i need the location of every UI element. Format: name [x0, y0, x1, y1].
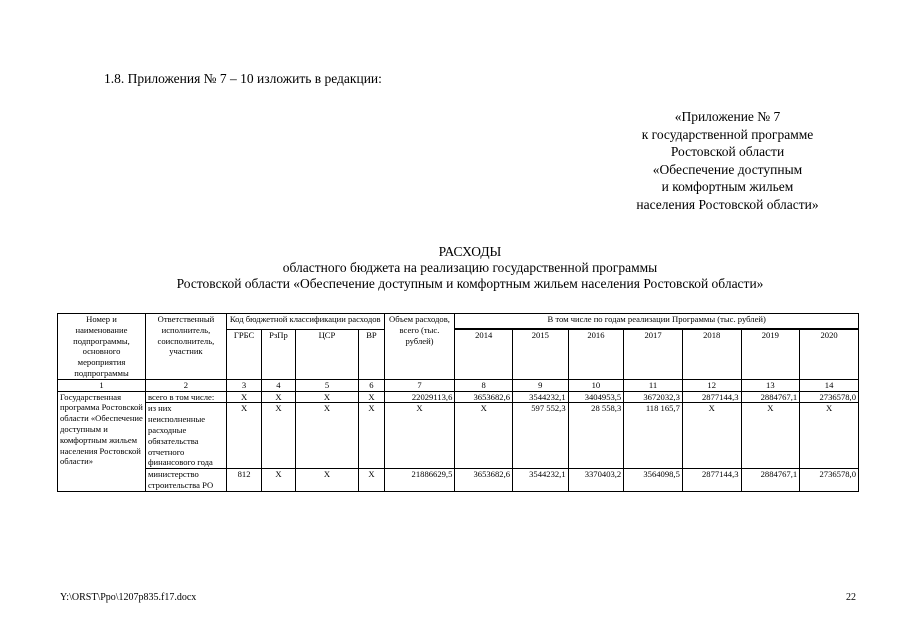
column-number: 8 [455, 379, 513, 391]
column-number: 7 [384, 379, 455, 391]
year-value-cell: 118 165,7 [624, 403, 683, 469]
appendix-heading [600, 108, 855, 213]
vr-cell: X [359, 391, 384, 403]
vr-cell: X [359, 403, 384, 469]
year-value-cell: X [741, 403, 800, 469]
title-line: Ростовской области «Обеспечение доступным и комфортным жильем населения Ростовской области» [176, 276, 764, 291]
column-number: 1 [58, 379, 146, 391]
document-title [90, 244, 850, 292]
executor-cell: из них неисполненные расходные обязательства отчетного финансового года [145, 403, 226, 469]
header-year: 2017 [624, 329, 683, 379]
table-row [58, 403, 859, 469]
column-number: 6 [359, 379, 384, 391]
total-cell: 21886629,5 [384, 469, 455, 492]
appendix-line: «Обеспечение доступным [652, 161, 803, 177]
executor-cell: всего в том числе: [145, 391, 226, 403]
grbs-cell: 812 [226, 469, 261, 492]
year-value-cell: 2877144,3 [682, 391, 741, 403]
appendix-line: Ростовской области [670, 144, 785, 159]
year-value-cell: 3653682,6 [455, 469, 513, 492]
year-value-cell: 3404953,5 [568, 391, 624, 403]
column-number: 5 [295, 379, 359, 391]
year-value-cell: 2884767,1 [741, 391, 800, 403]
header-total-volume: Объем расходов, всего (тыс. рублей) [384, 314, 455, 380]
column-number: 14 [800, 379, 859, 391]
column-number: 10 [568, 379, 624, 391]
table-row [58, 469, 859, 492]
year-value-cell: 3653682,6 [455, 391, 513, 403]
header-year: 2015 [513, 329, 569, 379]
header-year: 2020 [800, 329, 859, 379]
expenses-table [57, 313, 859, 492]
header-budget-code: Код бюджетной классификации расходов [226, 314, 384, 330]
total-cell: 22029113,6 [384, 391, 455, 403]
rzpr-cell: X [262, 391, 295, 403]
year-value-cell: 597 552,3 [513, 403, 569, 469]
appendix-line: к государственной программе [641, 126, 814, 142]
appendix-line: населения Ростовской области» [636, 196, 819, 212]
title-line: РАСХОДЫ [438, 244, 502, 259]
footer-page-number: 22 [846, 592, 856, 603]
grbs-cell: X [226, 391, 261, 403]
header-row [58, 314, 859, 329]
header-year: 2016 [568, 329, 624, 379]
vr-cell: X [359, 469, 384, 492]
appendix-line: «Приложение № 7 [674, 109, 781, 124]
year-value-cell: X [800, 403, 859, 469]
column-number: 4 [262, 379, 295, 391]
program-name-cell: Государственная программа Ростовской области «Обеспечение доступным и комфортным жильем населения Ростовской области» [58, 391, 146, 491]
csr-cell: X [295, 403, 359, 469]
grbs-cell: X [226, 403, 261, 469]
header-year: 2019 [741, 329, 800, 379]
table-row [58, 391, 859, 403]
column-number-row [58, 379, 859, 391]
header-program-name: Номер и наименование подпрограммы, основного мероприятия подпрограммы [58, 314, 146, 380]
year-value-cell: 3544232,1 [513, 391, 569, 403]
rzpr-cell: X [262, 403, 295, 469]
column-number: 9 [513, 379, 569, 391]
year-value-cell: 2736578,0 [800, 391, 859, 403]
year-value-cell: X [455, 403, 513, 469]
year-value-cell: 3544232,1 [513, 469, 569, 492]
year-value-cell: 3370403,2 [568, 469, 624, 492]
column-number: 12 [682, 379, 741, 391]
executor-cell: министерство строительства РО [145, 469, 226, 492]
year-value-cell: 2877144,3 [682, 469, 741, 492]
title-line: областного бюджета на реализацию государственной программы [282, 260, 658, 275]
appendix-line: и комфортным жильем [661, 179, 794, 194]
year-value-cell: 2884767,1 [741, 469, 800, 492]
header-vr: ВР [359, 329, 384, 379]
year-value-cell: 2736578,0 [800, 469, 859, 492]
header-year: 2014 [455, 329, 513, 379]
column-number: 13 [741, 379, 800, 391]
csr-cell: X [295, 469, 359, 492]
csr-cell: X [295, 391, 359, 403]
column-number: 2 [145, 379, 226, 391]
header-grbs: ГРБС [226, 329, 261, 379]
rzpr-cell: X [262, 469, 295, 492]
header-years-group: В том числе по годам реализации Программы (тыс. рублей) [455, 314, 859, 329]
column-number: 11 [624, 379, 683, 391]
total-cell: X [384, 403, 455, 469]
footer-file-path: Y:\ORST\Ppo\1207p835.f17.docx [60, 592, 197, 603]
year-value-cell: X [682, 403, 741, 469]
year-value-cell: 28 558,3 [568, 403, 624, 469]
header-year: 2018 [682, 329, 741, 379]
year-value-cell: 3564098,5 [624, 469, 683, 492]
year-value-cell: 3672032,3 [624, 391, 683, 403]
intro-paragraph: 1.8. Приложения № 7 – 10 изложить в редакции: [104, 71, 382, 86]
column-number: 3 [226, 379, 261, 391]
header-rzpr: РзПр [262, 329, 295, 379]
header-csr: ЦСР [295, 329, 359, 379]
header-executor: Ответственный исполнитель, соисполнитель, участник [145, 314, 226, 380]
